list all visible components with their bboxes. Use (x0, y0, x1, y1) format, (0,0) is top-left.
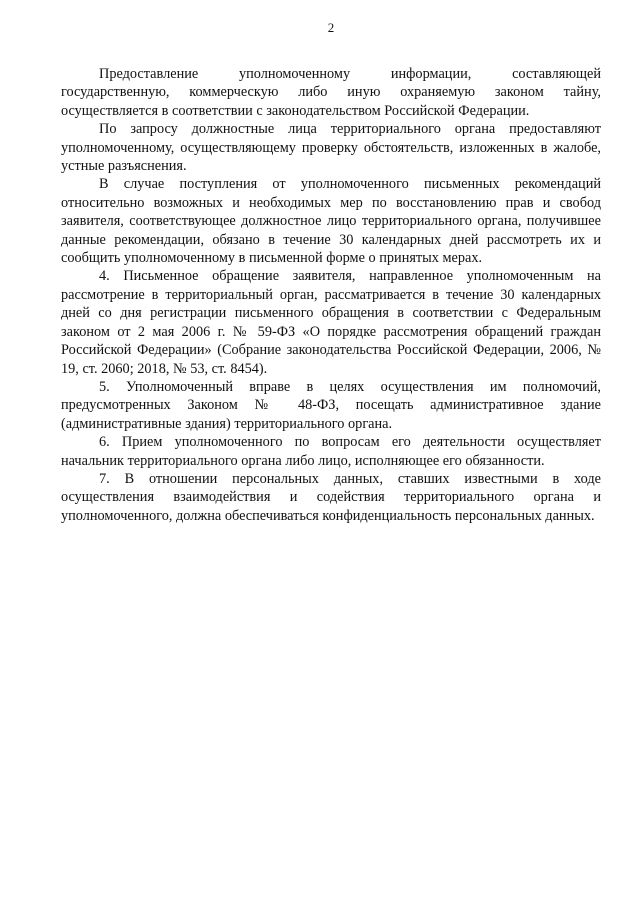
paragraph-item-7: 7. В отношении персональных данных, ставших известными в ходе осуществления взаимодействия и содействия территориального органа и уполномоченного, должна обеспечиваться конфиденциальность персональных данных. (61, 470, 601, 524)
paragraph-item-5: 5. Уполномоченный вправе в целях осуществления им полномочий, предусмотренных Законом № 48-ФЗ, посещать административное здание (административные здания) территориального органа. (61, 378, 601, 432)
paragraph-recommendations: В случае поступления от уполномоченного письменных рекомендаций относительно возможных и необходимых мер по восстановлению прав и свобод заявителя, соответствующее должностное лицо территориального органа, получившее данные рекомендации, обязано в течение 30 календарных дней рассмотреть их и сообщить уполномоченному в письменной форме о принятых мерах. (61, 176, 601, 267)
page-number: 2 (327, 20, 335, 35)
paragraph-item-4: 4. Письменное обращение заявителя, направленное уполномоченным на рассмотрение в территориальный орган, рассматривается в течение 30 календарных дней со дня регистрации письменного обращения в соответствии с Федеральным законом от 2 мая 2006 г. № 59-ФЗ «О порядке рассмотрения обращений граждан Российской Федерации» (Собрание законодательства Российской Федерации, 2006, № 19, ст. 2060; 2018, № 53, ст. 8454). (61, 268, 601, 377)
paragraph-confidential-info: Предоставление уполномоченному информации, составляющей государственную, коммерческую либо иную охраняемую законом тайну, осуществляется в соответствии с законодательством Российской Федерации. (61, 66, 601, 119)
paragraph-oral-explanations: По запросу должностные лица территориального органа предоставляют уполномоченному, осуществляющему проверку обстоятельств, изложенных в жалобе, устные разъяснения. (61, 121, 601, 175)
paragraph-item-6: 6. Прием уполномоченного по вопросам его деятельности осуществляет начальник территориального органа либо лицо, исполняющее его обязанности. (61, 434, 601, 469)
